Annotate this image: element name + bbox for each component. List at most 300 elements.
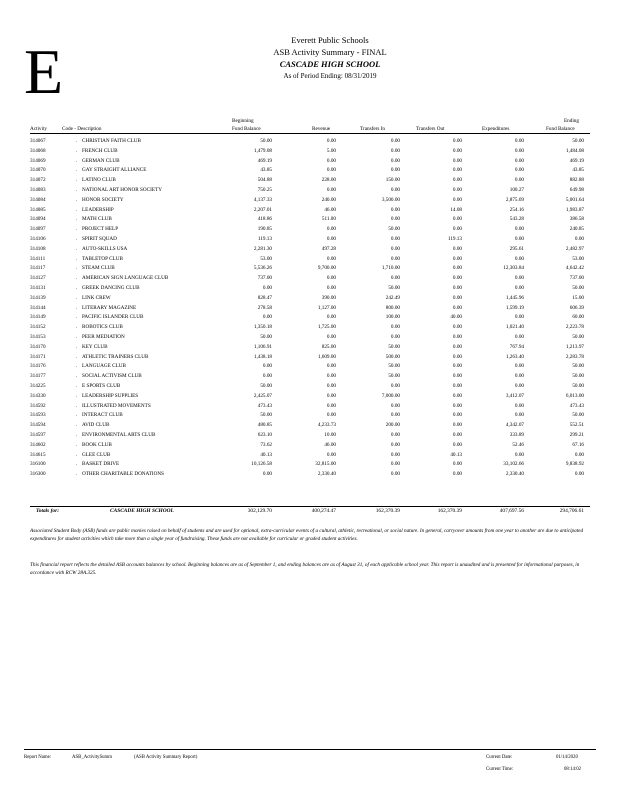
row-separator: . [76,334,78,340]
transfers-out: 0.00 [452,245,462,252]
transfers-in: 50.00 [388,285,400,291]
transfers-out: 119.13 [447,236,462,242]
revenue: 1,127.00 [317,304,336,311]
beginning-balance: 0.00 [262,363,272,370]
transfers-out: 0.00 [452,441,462,448]
row-separator: . [76,363,78,370]
activity-description: AVID CLUB [82,422,110,429]
beginning-balance: 480.85 [257,422,272,429]
transfers-out: 0.00 [452,422,462,429]
row-separator: . [76,461,78,468]
expenditures: 0.00 [514,314,524,321]
activity-description: PEER MEDIATION [82,334,125,340]
beginning-balance: 2,207.01 [253,206,272,213]
transfers-in: 0.00 [390,236,400,242]
activity-description: LATINO CLUB [82,177,116,184]
activity-description: CHRISTIAN FAITH CLUB [82,138,141,144]
row-separator: . [76,392,78,399]
row-separator: . [76,324,78,331]
transfers-out: 0.00 [452,196,462,203]
table-row [0,176,618,184]
col-activity: Activity [30,126,48,132]
beginning-balance: 5,536.26 [253,265,272,272]
table-row [0,313,618,321]
transfers-out: 0.00 [452,294,462,301]
row-separator: . [76,138,78,144]
revenue: 0.00 [326,138,336,144]
beginning-balance: 50.00 [260,334,272,340]
transfers-in: 0.00 [390,461,400,468]
table-row [0,441,618,449]
table-row [0,421,618,429]
revenue: 2,330.40 [317,471,336,478]
activity-description: LITERARY MAGAZINE [82,304,137,311]
row-separator: . [76,402,78,409]
table-row [0,392,618,400]
revenue: 0.00 [326,451,336,458]
expenditures: 0.00 [514,226,524,233]
ending-balance: 9,838.92 [565,461,584,468]
transfers-out: 14.08 [450,206,462,213]
footer-time-label: Current Time: [486,767,514,772]
transfers-in: 100.00 [385,314,400,321]
activity-description: LEADERSHIP [82,206,114,213]
expenditures: 0.00 [514,236,524,242]
revenue: 1,725.00 [317,324,336,331]
activity-code: 314176 [30,363,46,370]
transfers-out: 0.00 [452,412,462,419]
table-row [0,147,618,155]
beginning-balance: 0.00 [262,285,272,291]
revenue: 46.00 [324,206,336,213]
activity-code: 314085 [30,206,46,213]
ending-balance: 473.43 [569,402,584,409]
activity-code: 314177 [30,373,46,380]
district-name: Everett Public Schools [291,35,369,45]
ending-balance: 552.51 [569,422,584,429]
row-separator: . [76,226,78,233]
activity-code: 314602 [30,441,46,448]
beginning-balance: 418.86 [257,216,272,223]
totals-transfers-out: 162,370.39 [437,508,462,514]
ending-balance: 50.00 [572,412,584,419]
ending-balance: 240.85 [569,226,584,233]
activity-description: OTHER CHARITABLE DONATIONS [82,471,165,478]
activity-code: 316300 [30,471,46,478]
activity-description: GLEE CLUB [82,451,111,458]
revenue: 46.00 [324,441,336,448]
transfers-in: 0.00 [390,255,400,262]
transfers-out: 0.00 [452,255,462,262]
row-separator: . [76,236,78,242]
transfers-in: 0.00 [390,206,400,213]
transfers-out: 0.00 [452,373,462,380]
revenue: 0.00 [326,285,336,291]
beginning-balance: 50.00 [260,383,272,389]
revenue: 0.00 [326,363,336,370]
transfers-out: 0.00 [452,138,462,144]
revenue: 5.00 [326,147,336,154]
activity-code: 314083 [30,187,46,193]
table-row [0,333,618,341]
activity-description: KEY CLUB [82,343,108,350]
activity-code: 314108 [30,245,46,252]
expenditures: 12,303.84 [503,265,524,272]
activity-code: 314094 [30,216,46,223]
table-row [0,304,618,312]
beginning-balance: 0.00 [262,314,272,321]
col-transfers-in: Transfers In [360,126,386,132]
beginning-balance: 50.00 [260,412,272,419]
transfers-in: 50.00 [388,343,400,350]
beginning-balance: 1,438.18 [253,353,272,360]
beginning-balance: 1,106.91 [253,343,272,350]
row-separator: . [76,255,78,262]
transfers-in: 50.00 [388,226,400,233]
ending-balance: 386.58 [569,216,584,223]
beginning-balance: 737.00 [257,275,272,282]
row-separator: . [76,412,78,419]
header-rule [30,133,590,134]
footer-report-name: ASB_ActivitySumm [72,755,112,760]
row-separator: . [76,422,78,429]
activity-description: LINK CREW [82,294,111,301]
row-separator: . [76,167,78,174]
table-row [0,157,618,165]
expenditures: 254.16 [509,206,524,213]
ending-balance: 2,283.78 [565,353,584,360]
period-ending: As of Period Ending: 08/31/2019 [283,72,377,80]
beginning-balance: 73.62 [260,441,272,448]
beginning-balance: 119.13 [257,236,272,242]
transfers-in: 0.00 [390,157,400,164]
transfers-in: 7,000.00 [381,392,400,399]
col-expenditures: Expenditures [482,126,510,132]
activity-description: SOCIAL ACTIVISM CLUB [82,373,142,380]
row-separator: . [76,206,78,213]
transfers-in: 150.00 [385,177,400,184]
revenue: 4,233.73 [317,422,336,429]
beginning-balance: 0.00 [262,373,272,380]
expenditures: 52.46 [512,441,524,448]
table-row [0,431,618,439]
revenue: 825.00 [321,343,336,350]
beginning-balance: 278.58 [257,304,272,311]
row-separator: . [76,216,78,223]
col-revenue: Revenue [312,126,331,132]
table-row [0,372,618,380]
ending-balance: 67.16 [572,441,584,448]
row-separator: . [76,353,78,360]
ending-balance: 5,001.64 [565,196,584,203]
expenditures: 295.61 [509,245,524,252]
table-row [0,402,618,410]
revenue: 0.00 [326,392,336,399]
activity-description: PACIFIC ISLANDER CLUB [82,314,144,321]
activity-description: ILLUSTRATED MOVEMENTS [82,402,151,409]
transfers-out: 0.00 [452,216,462,223]
table-row [0,166,618,174]
expenditures: 0.00 [514,412,524,419]
transfers-in: 0.00 [390,471,400,478]
activity-code: 314152 [30,324,46,331]
ending-balance: 606.39 [569,304,584,311]
transfers-in: 500.00 [385,353,400,360]
activity-code: 314225 [30,383,46,389]
table-row [0,264,618,272]
activity-description: BOOK CLUB [82,441,112,448]
table-row [0,186,618,194]
activity-code: 314072 [30,177,46,184]
activity-code: 314139 [30,294,46,301]
totals-revenue: 400,274.47 [311,508,336,514]
table-row [0,284,618,292]
activity-description: AMERICAN SIGN LANGUAGE CLUB [82,275,169,282]
activity-description: BASKET DRIVE [82,461,120,468]
row-separator: . [76,275,78,282]
totals-school: CASCADE HIGH SCHOOL [110,508,174,514]
table-row [0,411,618,419]
row-separator: . [76,196,78,203]
revenue: 0.00 [326,167,336,174]
activity-code: 314097 [30,226,46,233]
table-row [0,382,618,390]
activity-code: 314149 [30,314,46,321]
revenue: 0.00 [326,187,336,193]
transfers-in: 0.00 [390,275,400,282]
table-row [0,137,618,145]
col-ending-bottom: Fund Balance [546,126,575,132]
activity-description: STEAM CLUB [82,265,115,272]
revenue: 0.00 [326,402,336,409]
row-separator: . [76,373,78,380]
ending-balance: 299.21 [569,432,584,438]
ending-balance: 649.98 [569,187,584,193]
district-logo: E [24,36,64,107]
row-separator: . [76,245,78,252]
ending-balance: 0.00 [574,236,584,242]
beginning-balance: 10,126.58 [251,461,272,468]
transfers-in: 0.00 [390,334,400,340]
transfers-in: 0.00 [390,187,400,193]
activity-code: 314171 [30,353,46,360]
footer-rule [24,749,596,750]
expenditures: 0.00 [514,157,524,164]
activity-code: 314127 [30,275,46,282]
ending-balance: 882.88 [569,177,584,184]
activity-code: 314330 [30,392,46,399]
transfers-in: 0.00 [390,432,400,438]
transfers-out: 0.00 [452,432,462,438]
transfers-in: 0.00 [390,324,400,331]
activity-code: 314117 [30,265,46,272]
table-row [0,343,618,351]
expenditures: 1,599.19 [505,304,524,311]
beginning-balance: 469.19 [257,157,272,164]
transfers-out: 0.00 [452,334,462,340]
activity-code: 314106 [30,236,46,242]
activity-description: GAY STRAIGHT ALLIANCE [82,167,147,174]
table-row [0,215,618,223]
activity-description: TABLETOP CLUB [82,255,123,262]
transfers-out: 0.00 [452,353,462,360]
table-row [0,255,618,263]
activity-description: E SPORTS CLUB [82,383,121,389]
expenditures: 1,021.40 [505,324,524,331]
table-row [0,451,618,459]
ending-balance: 50.00 [572,363,584,370]
row-separator: . [76,265,78,272]
beginning-balance: 504.88 [257,177,272,184]
table-row [0,235,618,243]
expenditures: 33,102.66 [503,461,524,468]
expenditures: 0.00 [514,285,524,291]
ending-balance: 50.00 [572,373,584,380]
ending-balance: 1,484.08 [565,147,584,154]
ending-balance: 60.00 [572,314,584,321]
ending-balance: 50.00 [572,138,584,144]
ending-balance: 4,642.42 [565,265,584,272]
ending-balance: 0.00 [574,471,584,478]
activity-code: 314153 [30,334,46,340]
transfers-in: 0.00 [390,245,400,252]
transfers-out: 40.00 [450,314,462,321]
row-separator: . [76,187,78,193]
activity-code: 314593 [30,412,46,419]
school-name: CASCADE HIGH SCHOOL [279,59,381,69]
ending-balance: 6,013.00 [565,392,584,399]
ending-balance: 53.00 [572,255,584,262]
expenditures: 0.00 [514,363,524,370]
activity-description: SPIRIT SQUAD [82,236,117,242]
col-beginning-top: Beginning [232,118,254,124]
revenue: 0.00 [326,255,336,262]
table-row [0,353,618,361]
table-row [0,362,618,370]
revenue: 0.00 [326,314,336,321]
activity-code: 314084 [30,196,46,203]
activity-description: ENVIRONMENTAL ARTS CLUB [82,432,156,438]
row-separator: . [76,314,78,321]
activity-code: 314597 [30,432,46,438]
report-title: ASB Activity Summary - FINAL [273,47,387,57]
activity-code: 314069 [30,157,46,164]
activity-code: 314067 [30,138,46,144]
transfers-out: 0.00 [452,147,462,154]
table-row [0,274,618,282]
transfers-out: 0.00 [452,157,462,164]
totals-expenditures: 407,697.56 [499,508,524,514]
transfers-in: 1,710.00 [381,265,400,272]
row-separator: . [76,157,78,164]
transfers-in: 0.00 [390,451,400,458]
transfers-in: 200.00 [385,422,400,429]
revenue: 511.00 [321,216,336,223]
ending-balance: 0.00 [574,451,584,458]
transfers-out: 0.00 [452,187,462,193]
revenue: 240.00 [321,196,336,203]
revenue: 1,609.00 [317,353,336,360]
transfers-in: 242.49 [385,294,400,301]
table-row [0,245,618,253]
ending-balance: 1,983.87 [565,206,584,213]
beginning-balance: 828.47 [257,294,272,301]
beginning-balance: 750.25 [257,187,272,193]
expenditures: 1,445.96 [505,294,524,301]
transfers-out: 0.00 [452,226,462,233]
revenue: 228.00 [321,177,336,184]
table-row [0,206,618,214]
ending-balance: 15.00 [572,294,584,301]
expenditures: 100.27 [509,187,524,193]
revenue: 0.00 [326,275,336,282]
totals-transfers-in: 162,370.39 [375,508,400,514]
ending-balance: 43.85 [572,167,584,174]
expenditures: 0.00 [514,138,524,144]
transfers-out: 0.00 [452,285,462,291]
transfers-out: 0.00 [452,383,462,389]
totals-ending: 294,706.61 [559,508,584,514]
row-separator: . [76,441,78,448]
expenditures: 0.00 [514,383,524,389]
revenue: 0.00 [326,373,336,380]
activity-description: MATH CLUB [82,216,112,223]
row-separator: . [76,294,78,301]
note-financial-report: This financial report reflects the detailed ASB accounts balances by school. Beginning balances are as of September 1, and ending balances are as of August 31, of each applicable school year. This report is unaudited and is presented for informational purposes, in accordance with RCW 28A.325. [30,562,580,576]
transfers-in: 0.00 [390,138,400,144]
totals-row [0,507,618,516]
ending-balance: 50.00 [572,334,584,340]
transfers-in: 50.00 [388,373,400,380]
row-separator: . [76,343,78,350]
revenue: 32,815.00 [315,461,336,468]
totals-beginning: 302,129.70 [247,508,272,514]
transfers-out: 0.00 [452,324,462,331]
expenditures: 2,875.69 [505,196,524,203]
expenditures: 0.00 [514,177,524,184]
activity-code: 314070 [30,167,46,174]
transfers-out: 0.00 [452,363,462,370]
ending-balance: 737.00 [569,275,584,282]
beginning-balance: 473.43 [257,402,272,409]
ending-balance: 50.00 [572,383,584,389]
transfers-out: 0.00 [452,167,462,174]
beginning-balance: 50.00 [260,138,272,144]
expenditures: 767.94 [509,343,524,350]
revenue: 10.00 [324,432,336,438]
row-separator: . [76,304,78,311]
totals-rule [30,506,590,507]
activity-description: INTERACT CLUB [82,412,123,419]
table-row [0,470,618,478]
transfers-in: 0.00 [390,147,400,154]
activity-code: 314144 [30,304,46,311]
ending-balance: 1,213.97 [565,343,584,350]
table-row [0,225,618,233]
activity-description: HONOR SOCIETY [82,196,124,203]
expenditures: 2,330.40 [505,471,524,478]
footer-date-label: Current Date: [486,755,513,760]
activity-code: 314592 [30,402,46,409]
activity-description: FRENCH CLUB [82,147,118,154]
transfers-in: 800.00 [385,304,400,311]
activity-description: LEADERSHIP SUPPLIES [82,392,139,399]
transfers-in: 50.00 [388,363,400,370]
transfers-out: 0.00 [452,177,462,184]
col-ending-top: Ending [564,118,579,124]
beginning-balance: 40.13 [260,451,272,458]
row-separator: . [76,383,78,389]
